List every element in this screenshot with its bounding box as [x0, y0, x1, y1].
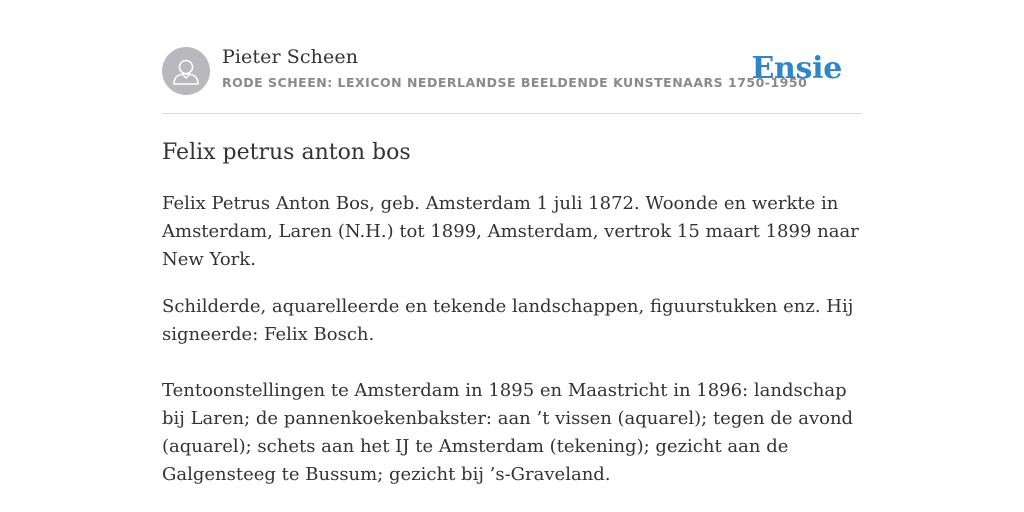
entry-card — [162, 44, 862, 508]
entry-header — [162, 44, 862, 114]
paragraph-biography: Felix Petrus Anton Bos, geb. Amsterdam 1 juli 1872. Woonde en werkte in Amsterdam, Laren (N.H.) tot 1899, Amsterdam, vertrok 15 maart 1899 naar New York. — [162, 193, 859, 270]
paragraph-work: Schilderde, aquarelleerde en tekende landschappen, figuurstukken enz. Hij signeerde: Felix Bosch. — [162, 296, 854, 345]
author-avatar[interactable] — [162, 47, 210, 95]
user-icon — [162, 47, 210, 95]
entry-title: Felix petrus anton bos — [162, 140, 411, 165]
entry-body — [162, 190, 862, 489]
paragraph-exhibitions: Tentoonstellingen te Amsterdam in 1895 en Maastricht in 1896: landschap bij Laren; de pannenkoekenbakster: aan ’t vissen (aquarel); tegen de avond (aquarel); schets aan het IJ te Amsterdam (tekening); gezicht aan de Galgensteeg te Bussum; gezicht bij ’s-Graveland. — [162, 380, 854, 485]
source-name[interactable]: RODE SCHEEN: LEXICON NEDERLANDSE BEELDENDE KUNSTENAARS 1750-1950 — [222, 75, 808, 90]
ensie-logo[interactable]: Ensie — [751, 51, 842, 86]
author-name[interactable]: Pieter Scheen — [222, 46, 359, 68]
